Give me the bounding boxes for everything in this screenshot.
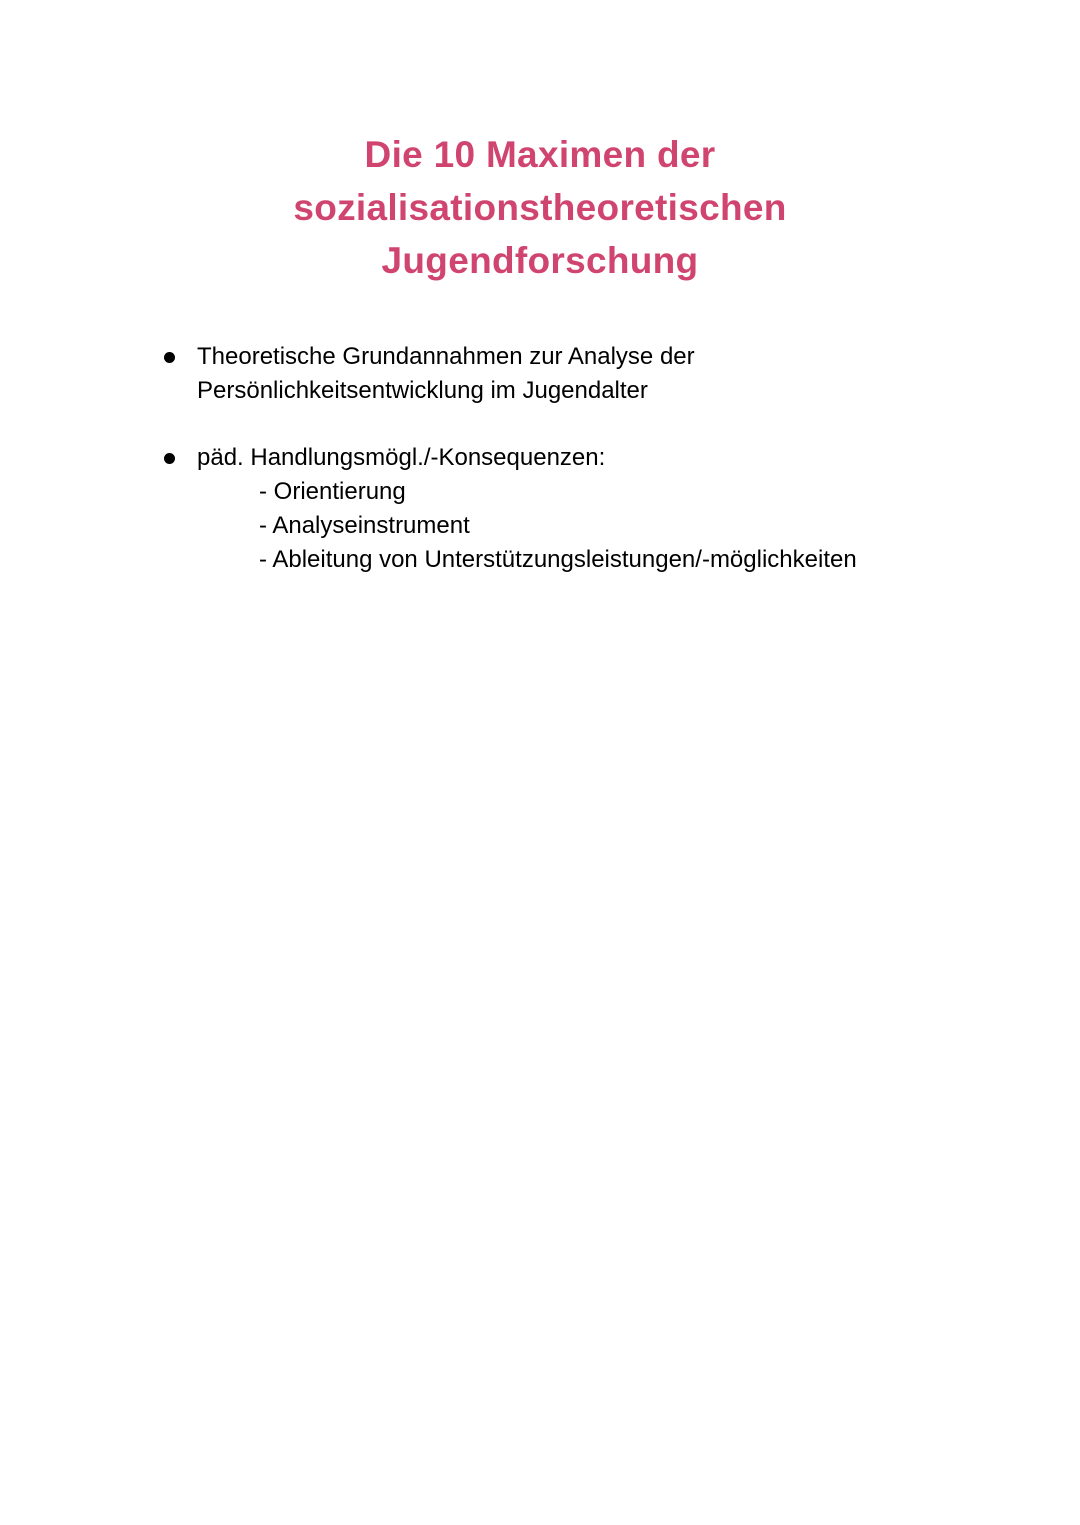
sub-list-item: - Ableitung von Unterstützungsleistungen/-möglichkeiten: [259, 546, 857, 573]
bullet-item-grundannahmen: [164, 340, 1044, 408]
sub-list: [197, 475, 1044, 577]
document-title: [0, 128, 1080, 287]
sub-list-item: - Orientierung: [259, 478, 406, 505]
title-line-3: Jugendforschung: [381, 240, 699, 281]
bullet-dot-icon: [164, 352, 175, 363]
bullet-item-handlungsmoeglichkeiten: [164, 441, 1044, 577]
bullet-list: [164, 340, 1044, 577]
bullet-dot-icon: [164, 453, 175, 464]
bullet-text-line: Persönlichkeitsentwicklung im Jugendalter: [197, 377, 648, 404]
bullet-text-line: Theoretische Grundannahmen zur Analyse der: [197, 343, 695, 370]
title-line-2: sozialisationstheoretischen: [293, 187, 787, 228]
title-line-1: Die 10 Maximen der: [364, 134, 716, 175]
bullet-text-line: päd. Handlungsmögl./-Konsequenzen:: [197, 444, 606, 471]
sub-list-item: - Analyseinstrument: [259, 512, 470, 539]
